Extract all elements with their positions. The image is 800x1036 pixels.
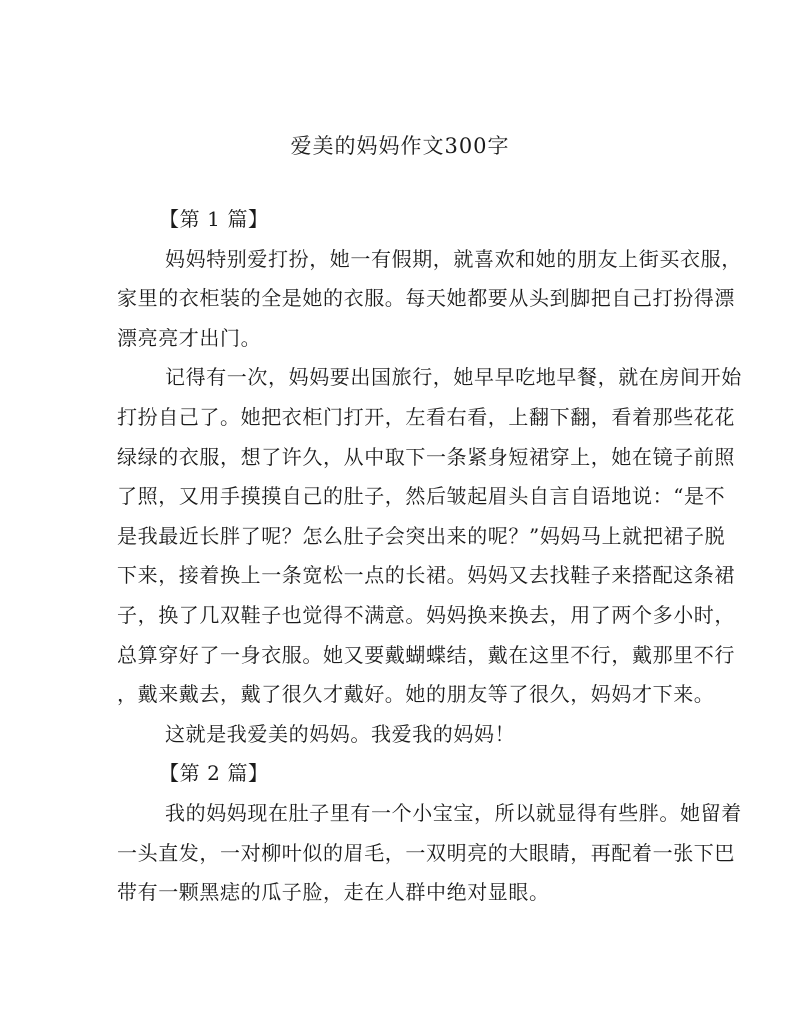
paragraph-line: 妈妈特别爱打扮，她一有假期，就喜欢和她的朋友上街买衣服， [165, 246, 742, 271]
paragraph-line: 打扮自己了。她把衣柜门打开，左看右看，上翻下翻，看着那些花花 [117, 404, 735, 429]
paragraph-line: 下来，接着换上一条宽松一点的长裙。妈妈又去找鞋子来搭配这条裙 [117, 563, 735, 588]
paragraph-line: 是我最近长胖了呢？怎么肚子会突出来的呢？”妈妈马上就把裙子脱 [117, 523, 726, 548]
document-title: 爱美的妈妈作文300字 [290, 134, 510, 158]
document-body [117, 200, 742, 913]
paragraph-line: 这就是我爱美的妈妈。我爱我的妈妈！ [165, 721, 516, 746]
paragraph-line: 漂亮亮才出门。 [117, 325, 262, 350]
paragraph-line: 一头直发，一对柳叶似的眉毛，一双明亮的大眼睛，再配着一张下巴 [117, 840, 735, 865]
section-heading-1: 【第 1 篇】 [159, 207, 269, 231]
paragraph-line: 总算穿好了一身衣服。她又要戴蝴蝶结，戴在这里不行，戴那里不行 [117, 642, 735, 667]
section-heading-2: 【第 2 篇】 [159, 761, 269, 786]
paragraph-line: 了照，又用手摸摸自己的肚子，然后皱起眉头自言自语地说：“是不 [117, 484, 726, 509]
paragraph-line: 绿绿的衣服，想了许久，从中取下一条紧身短裙穿上，她在镜子前照 [117, 444, 735, 469]
paragraph-line: 记得有一次，妈妈要出国旅行，她早早吃地早餐，就在房间开始 [165, 365, 742, 390]
paragraph-line: 家里的衣柜装的全是她的衣服。每天她都要从头到脚把自己打扮得漂 [117, 286, 735, 311]
paragraph-line: 子，换了几双鞋子也觉得不满意。妈妈换来换去，用了两个多小时， [117, 602, 735, 627]
paragraph-line: 带有一颗黑痣的瓜子脸，走在人群中绝对显眼。 [117, 880, 550, 905]
paragraph-line: ，戴来戴去，戴了很久才戴好。她的朋友等了很久，妈妈才下来。 [117, 682, 715, 707]
paragraph-line: 我的妈妈现在肚子里有一个小宝宝，所以就显得有些胖。她留着 [165, 800, 742, 825]
